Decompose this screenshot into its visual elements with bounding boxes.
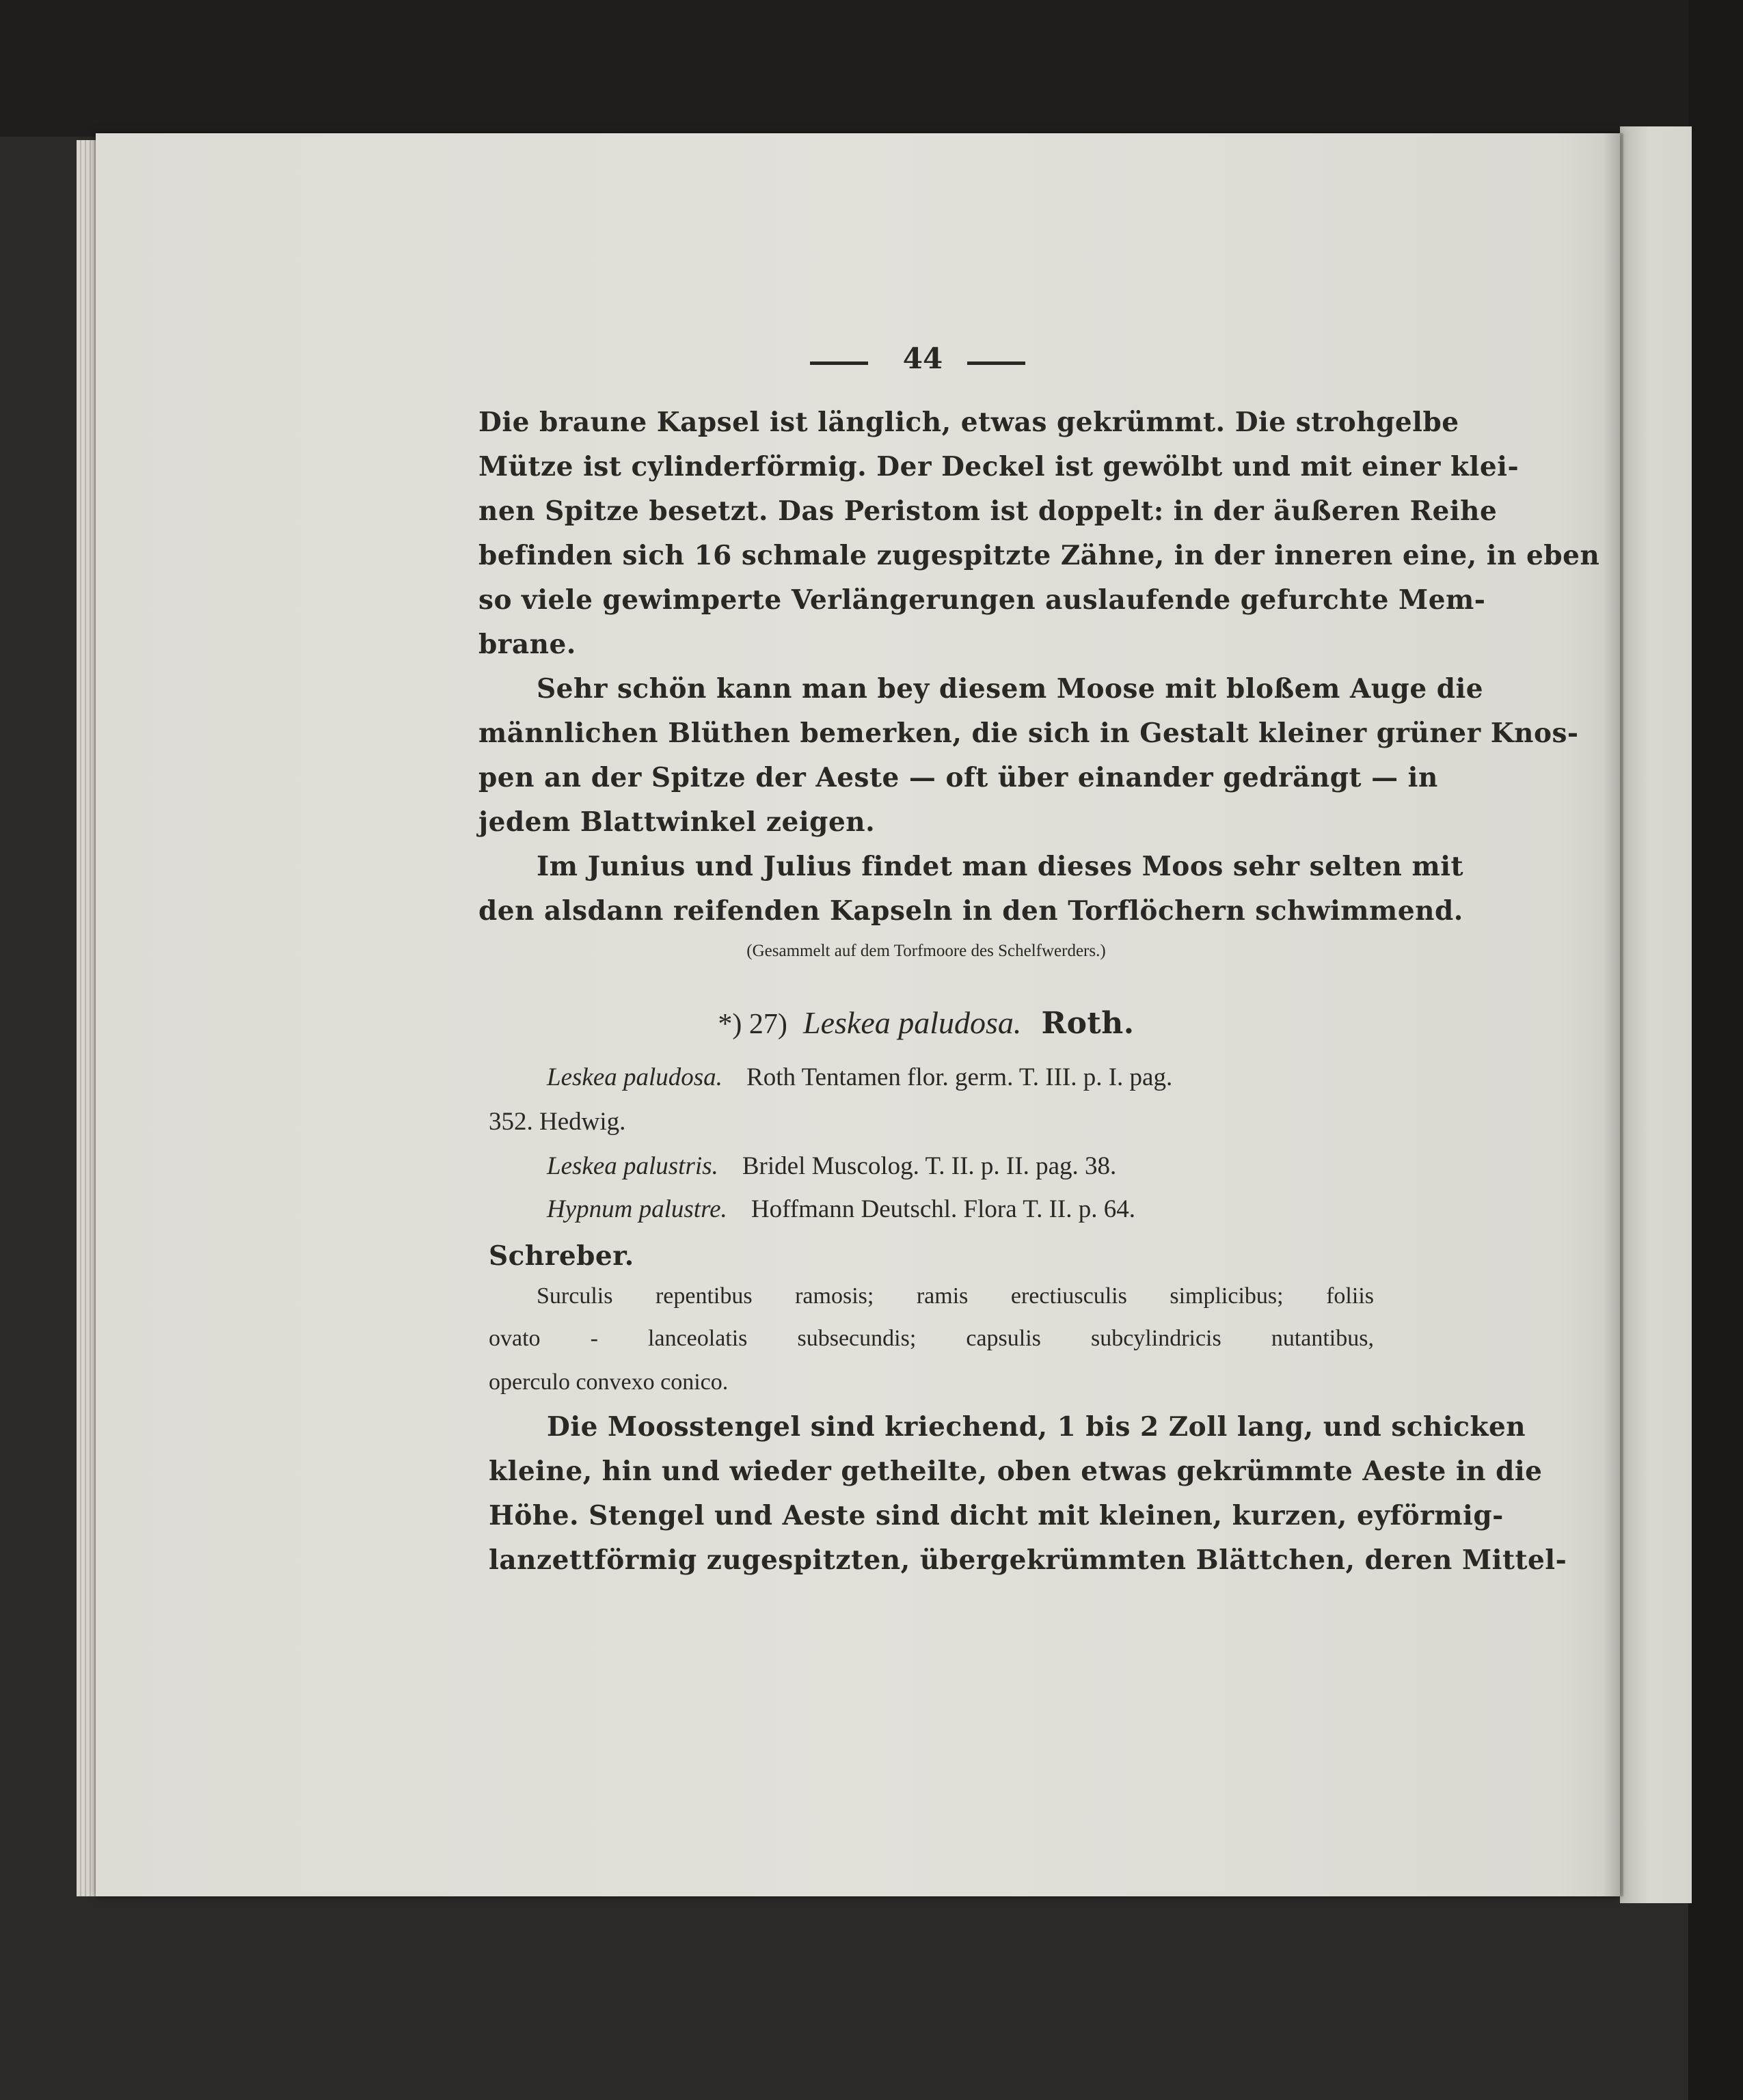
diagnosis-line: ovato - lanceolatis subsecundis; capsulis subcylindricis nutantibus, [489, 1326, 1374, 1351]
text-line: kleine, hin und wieder getheilte, oben etwas gekrümmte Aeste in die [489, 1456, 1543, 1487]
synonym-name: Leskea paludosa. [547, 1063, 722, 1091]
scan-background [0, 0, 1743, 137]
text-line: Im Junius und Julius findet man dieses Moos sehr selten mit [537, 851, 1464, 882]
text-line: brane. [478, 629, 576, 660]
species-name: Leskea paludosa. [803, 1005, 1022, 1040]
text-line: pen an der Spitze der Aeste — oft über einander gedrängt — in [478, 762, 1438, 793]
page-number [810, 342, 1036, 383]
text-line: Höhe. Stengel und Aeste sind dicht mit kleinen, kurzen, eyförmig- [489, 1500, 1504, 1531]
text-line: befinden sich 16 schmale zugespitzte Zähne, in der inneren eine, in eben [478, 540, 1600, 571]
species-number: *) 27) [718, 1009, 787, 1040]
text-line: Mütze ist cylinderförmig. Der Deckel ist gewölbt und mit einer klei- [478, 451, 1519, 482]
text-line: so viele gewimperte Verlängerungen auslaufende gefurchte Mem- [478, 584, 1486, 616]
synonym-reference: Bridel Muscolog. T. II. p. II. pag. 38. [742, 1152, 1117, 1180]
synonym-name: Leskea palustris. [547, 1152, 718, 1180]
text-line: Sehr schön kann man bey diesem Moose mit bloßem Auge die [537, 673, 1484, 705]
synonym-line [547, 1151, 1374, 1181]
page-number-value: 44 [902, 342, 943, 375]
text-line: jedem Blattwinkel zeigen. [478, 806, 876, 838]
diagnosis-line: Surculis repentibus ramosis; ramis erectiusculis simplicibus; foliis [537, 1283, 1374, 1309]
page-gutter-shadow [1603, 133, 1623, 1896]
scan-background-right [1688, 0, 1743, 2100]
page-number-dash-right [967, 362, 1025, 365]
species-heading [478, 1005, 1374, 1041]
diagnosis-line: operculo convexo conico. [489, 1369, 729, 1395]
synonym-reference: Roth Tentamen flor. germ. T. III. p. I. pag. [746, 1063, 1173, 1091]
synonym-line: Schreber. [489, 1240, 634, 1272]
text-line: Die braune Kapsel ist länglich, etwas gekrümmt. Die strohgelbe [478, 407, 1459, 438]
collection-note: (Gesammelt auf dem Torfmoore des Schelfwerders.) [746, 942, 1106, 960]
text-line: männlichen Blüthen bemerken, die sich in Gestalt kleiner grüner Knos- [478, 718, 1579, 749]
text-line: den alsdann reifenden Kapseln in den Torflöchern schwimmend. [478, 895, 1463, 927]
synonym-reference: Hoffmann Deutschl. Flora T. II. p. 64. [751, 1195, 1135, 1223]
synonym-reference: 352. Hedwig. [489, 1108, 626, 1136]
synonym-name: Hypnum palustre. [547, 1195, 727, 1223]
text-line: lanzettförmig zugespitzten, übergekrümmten Blättchen, deren Mittel- [489, 1544, 1567, 1576]
synonym-line [547, 1195, 1374, 1224]
species-author: Roth. [1041, 1006, 1135, 1041]
text-line: Die Moosstengel sind kriechend, 1 bis 2 Zoll lang, und schicken [547, 1411, 1526, 1443]
facing-page-edge [1620, 126, 1692, 1903]
text-line: nen Spitze besetzt. Das Peristom ist doppelt: in der äußeren Reihe [478, 495, 1498, 527]
page-number-dash-left [810, 362, 868, 365]
synonym-line [489, 1107, 1384, 1136]
synonym-line [547, 1063, 1374, 1092]
